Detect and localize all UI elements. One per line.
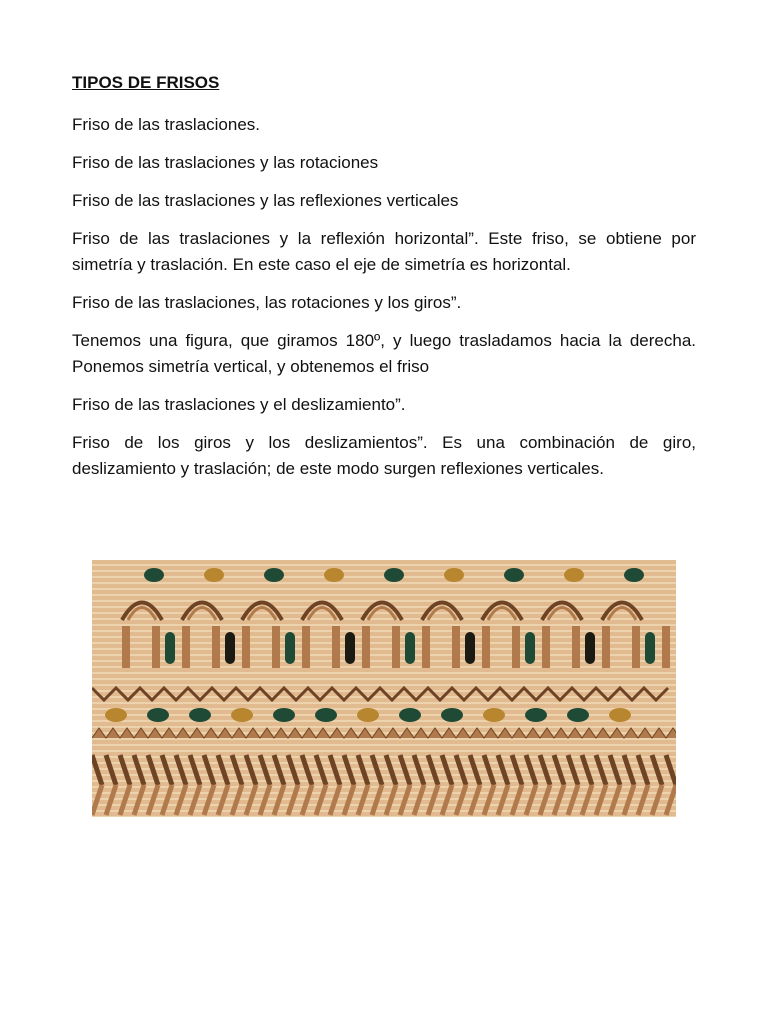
- tile-disc: [189, 708, 211, 722]
- window-opening: [405, 632, 415, 664]
- column: [602, 626, 610, 668]
- window-opening: [225, 632, 235, 664]
- brick-course: [92, 578, 676, 582]
- column: [362, 626, 370, 668]
- column: [212, 626, 220, 668]
- brick-course: [92, 752, 676, 756]
- tile-disc: [315, 708, 337, 722]
- brick-course: [92, 698, 676, 702]
- column: [452, 626, 460, 668]
- brick-course: [92, 572, 676, 576]
- paragraph-4: Friso de las traslaciones y la reflexión horizontal”. Este friso, se obtiene por simetría y traslación. En este caso el eje de simetría es horizontal.: [72, 229, 696, 274]
- tile-disc: [504, 568, 524, 582]
- window-opening: [345, 632, 355, 664]
- brick-course: [92, 590, 676, 594]
- window-opening: [285, 632, 295, 664]
- tile-disc: [384, 568, 404, 582]
- column: [572, 626, 580, 668]
- window-opening: [165, 632, 175, 664]
- window-opening: [585, 632, 595, 664]
- brick-course: [92, 584, 676, 588]
- tile-disc: [564, 568, 584, 582]
- document-body: [72, 112, 696, 494]
- brick-course: [92, 560, 676, 564]
- tile-disc: [567, 708, 589, 722]
- brick-course: [92, 596, 676, 600]
- column: [242, 626, 250, 668]
- column: [302, 626, 310, 668]
- paragraph-3: Friso de las traslaciones y las reflexiones verticales: [72, 191, 459, 210]
- tile-disc: [357, 708, 379, 722]
- tile-disc: [444, 568, 464, 582]
- tile-disc: [264, 568, 284, 582]
- tile-disc: [441, 708, 463, 722]
- tile-disc: [624, 568, 644, 582]
- tile-disc: [483, 708, 505, 722]
- window-opening: [525, 632, 535, 664]
- paragraph-2: Friso de las traslaciones y las rotaciones: [72, 153, 379, 172]
- column: [182, 626, 190, 668]
- paragraph-1: Friso de las traslaciones.: [72, 115, 261, 134]
- frieze-photo: [92, 560, 676, 817]
- column: [422, 626, 430, 668]
- brick-course: [92, 626, 676, 630]
- document-title: TIPOS DE FRISOS: [72, 73, 220, 92]
- paragraph-5: Friso de las traslaciones, las rotaciones y los giros”.: [72, 293, 462, 312]
- window-opening: [645, 632, 655, 664]
- column: [272, 626, 280, 668]
- tile-disc: [399, 708, 421, 722]
- tile-disc: [231, 708, 253, 722]
- tile-disc: [147, 708, 169, 722]
- frieze-illustration: [92, 560, 676, 817]
- paragraph-7: Friso de las traslaciones y el deslizamiento”.: [72, 395, 406, 414]
- column: [662, 626, 670, 668]
- brick-course: [92, 620, 676, 624]
- brick-course: [92, 680, 676, 684]
- tile-disc: [609, 708, 631, 722]
- brick-course: [92, 674, 676, 678]
- column: [542, 626, 550, 668]
- brick-course: [92, 668, 676, 672]
- window-opening: [465, 632, 475, 664]
- brick-course: [92, 566, 676, 570]
- column: [632, 626, 640, 668]
- brick-course: [92, 746, 676, 750]
- brick-course: [92, 740, 676, 744]
- paragraph-6: Tenemos una figura, que giramos 180º, y luego trasladamos hacia la derecha. Ponemos simetría vertical, y obtenemos el friso: [72, 331, 696, 376]
- column: [122, 626, 130, 668]
- column: [332, 626, 340, 668]
- brick-course: [92, 686, 676, 690]
- column: [512, 626, 520, 668]
- tile-disc: [324, 568, 344, 582]
- tile-disc: [144, 568, 164, 582]
- column: [482, 626, 490, 668]
- tile-disc: [204, 568, 224, 582]
- tile-disc: [105, 708, 127, 722]
- paragraph-8: Friso de los giros y los deslizamientos”. Es una combinación de giro, deslizamiento y traslación; de este modo surgen reflexiones verticales.: [72, 433, 696, 478]
- column: [392, 626, 400, 668]
- column: [152, 626, 160, 668]
- tile-disc: [273, 708, 295, 722]
- brick-course: [92, 722, 676, 726]
- brick-course: [92, 614, 676, 618]
- brick-course: [92, 704, 676, 708]
- tile-disc: [525, 708, 547, 722]
